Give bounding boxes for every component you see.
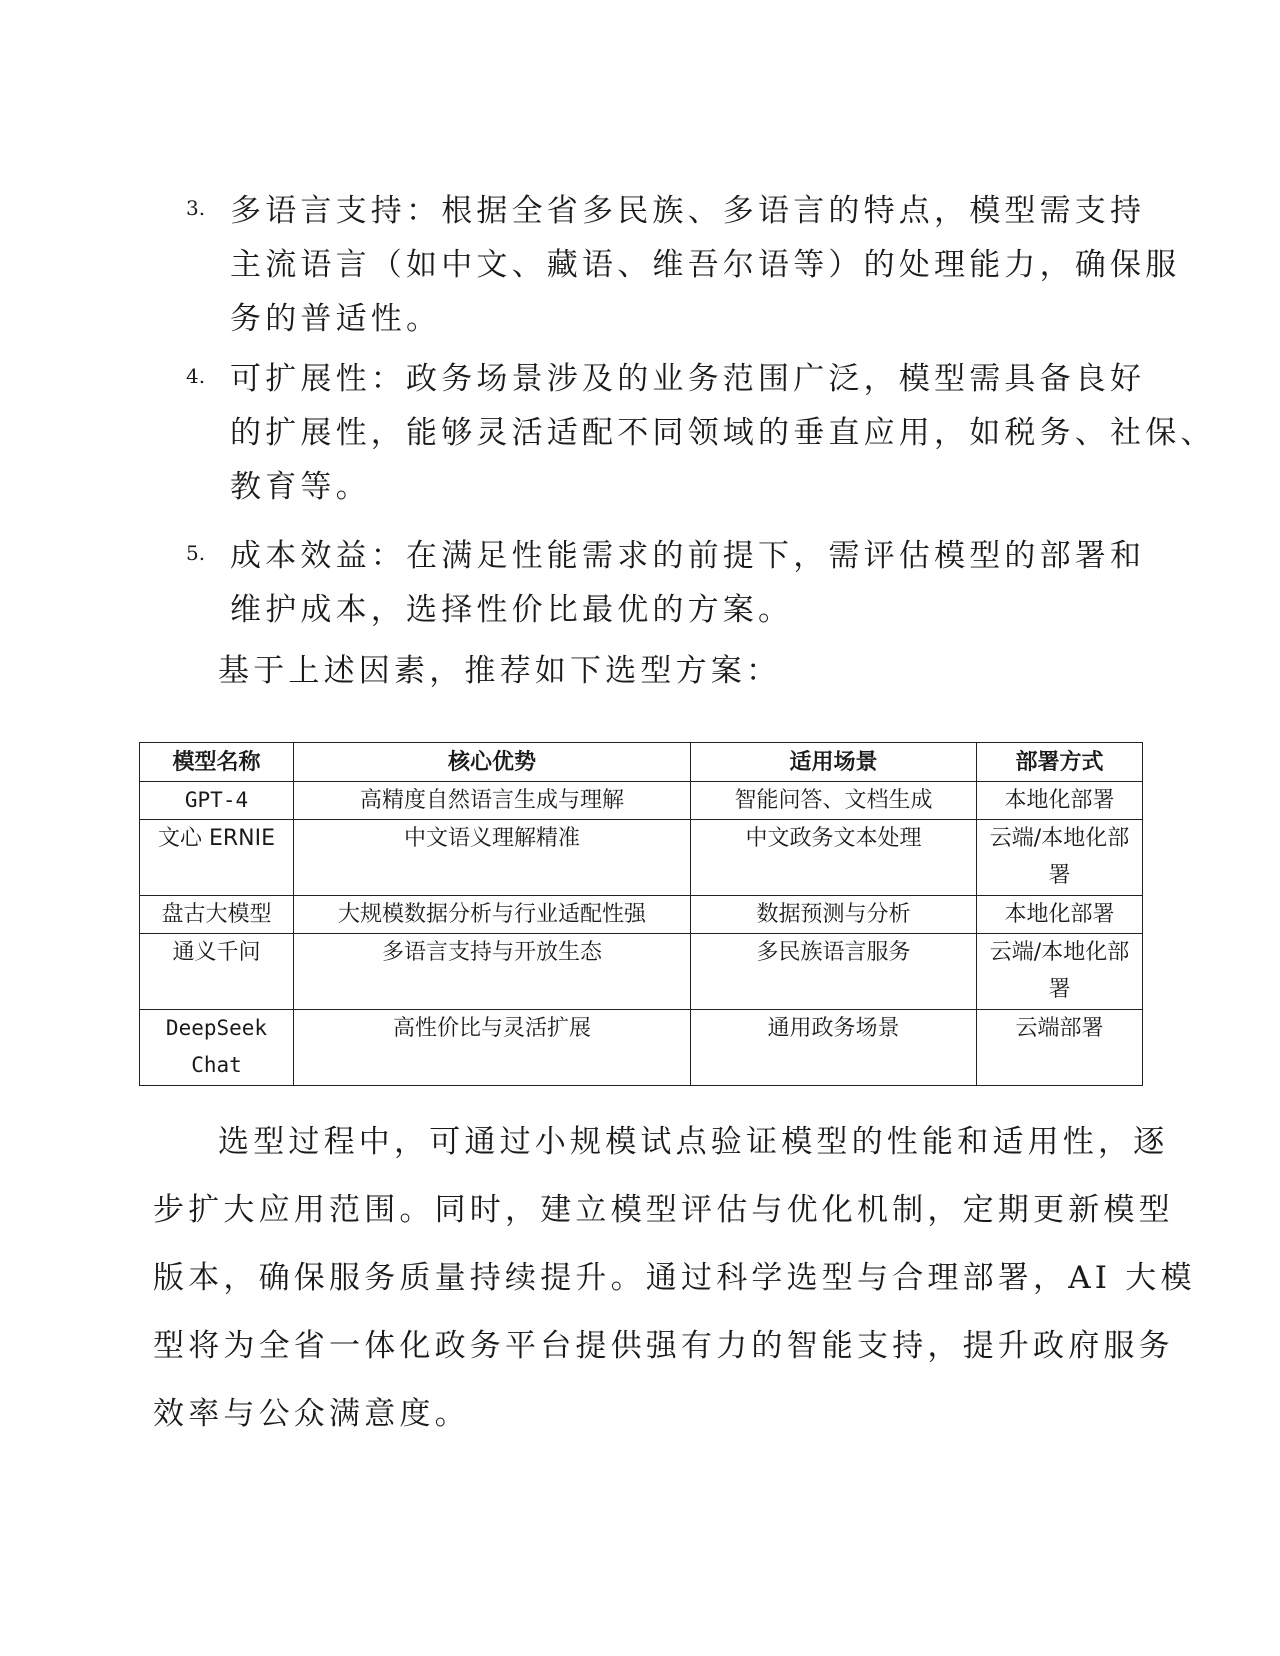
header-deployment: 部署方式 xyxy=(977,743,1143,782)
table-row xyxy=(140,934,1143,1010)
list-item-line: 成本效益：在满足性能需求的前提下，需评估模型的部署和 xyxy=(230,538,1146,574)
header-scenario: 适用场景 xyxy=(691,743,977,782)
table-row xyxy=(140,896,1143,934)
list-number: 4. xyxy=(186,364,206,388)
cell-model-name: 通义千问 xyxy=(140,934,294,1010)
table-row xyxy=(140,1010,1143,1086)
cell-model-name: 文心 ERNIE xyxy=(140,820,294,896)
list-number: 5. xyxy=(186,541,206,565)
table-row xyxy=(140,782,1143,820)
cell-scenario: 数据预测与分析 xyxy=(691,896,977,934)
cell-deployment: 本地化部署 xyxy=(977,896,1143,934)
paragraph-line: 效率与公众满意度。 xyxy=(153,1396,470,1432)
table-row xyxy=(140,820,1143,896)
cell-advantage: 高精度自然语言生成与理解 xyxy=(294,782,691,820)
cell-scenario: 多民族语言服务 xyxy=(691,934,977,1010)
cell-model-name: 盘古大模型 xyxy=(140,896,294,934)
header-model-name: 模型名称 xyxy=(140,743,294,782)
table-header-row xyxy=(140,743,1143,782)
list-item-line: 主流语言（如中文、藏语、维吾尔语等）的处理能力，确保服 xyxy=(230,247,1181,283)
table-intro: 基于上述因素，推荐如下选型方案： xyxy=(218,653,782,689)
cell-deployment: 云端/本地化部署 xyxy=(977,934,1143,1010)
paragraph-line: 步扩大应用范围。同时，建立模型评估与优化机制，定期更新模型 xyxy=(153,1192,1174,1228)
cell-model-name: GPT-4 xyxy=(140,782,294,820)
list-item-line: 多语言支持：根据全省多民族、多语言的特点，模型需支持 xyxy=(230,193,1146,229)
model-selection-table xyxy=(139,742,1143,1086)
cell-scenario: 智能问答、文档生成 xyxy=(691,782,977,820)
cell-model-name: DeepSeek Chat xyxy=(140,1010,294,1086)
list-item-line: 可扩展性：政务场景涉及的业务范围广泛，模型需具备良好 xyxy=(230,361,1146,397)
cell-advantage: 中文语义理解精准 xyxy=(294,820,691,896)
list-item-line: 教育等。 xyxy=(230,469,371,505)
header-core-advantage: 核心优势 xyxy=(294,743,691,782)
paragraph-line: 选型过程中，可通过小规模试点验证模型的性能和适用性，逐 xyxy=(218,1124,1169,1160)
cell-advantage: 多语言支持与开放生态 xyxy=(294,934,691,1010)
cell-scenario: 中文政务文本处理 xyxy=(691,820,977,896)
paragraph-line: 版本，确保服务质量持续提升。通过科学选型与合理部署，AI 大模 xyxy=(153,1260,1196,1296)
cell-deployment: 本地化部署 xyxy=(977,782,1143,820)
cell-scenario: 通用政务场景 xyxy=(691,1010,977,1086)
cell-deployment: 云端/本地化部署 xyxy=(977,820,1143,896)
paragraph-line: 型将为全省一体化政务平台提供强有力的智能支持，提升政府服务 xyxy=(153,1328,1174,1364)
cell-advantage: 大规模数据分析与行业适配性强 xyxy=(294,896,691,934)
list-item-line: 务的普适性。 xyxy=(230,301,442,337)
cell-deployment: 云端部署 xyxy=(977,1010,1143,1086)
cell-advantage: 高性价比与灵活扩展 xyxy=(294,1010,691,1086)
list-number: 3. xyxy=(186,196,206,220)
list-item-line: 的扩展性，能够灵活适配不同领域的垂直应用，如税务、社保、 xyxy=(230,415,1216,451)
list-item-line: 维护成本，选择性价比最优的方案。 xyxy=(230,592,794,628)
